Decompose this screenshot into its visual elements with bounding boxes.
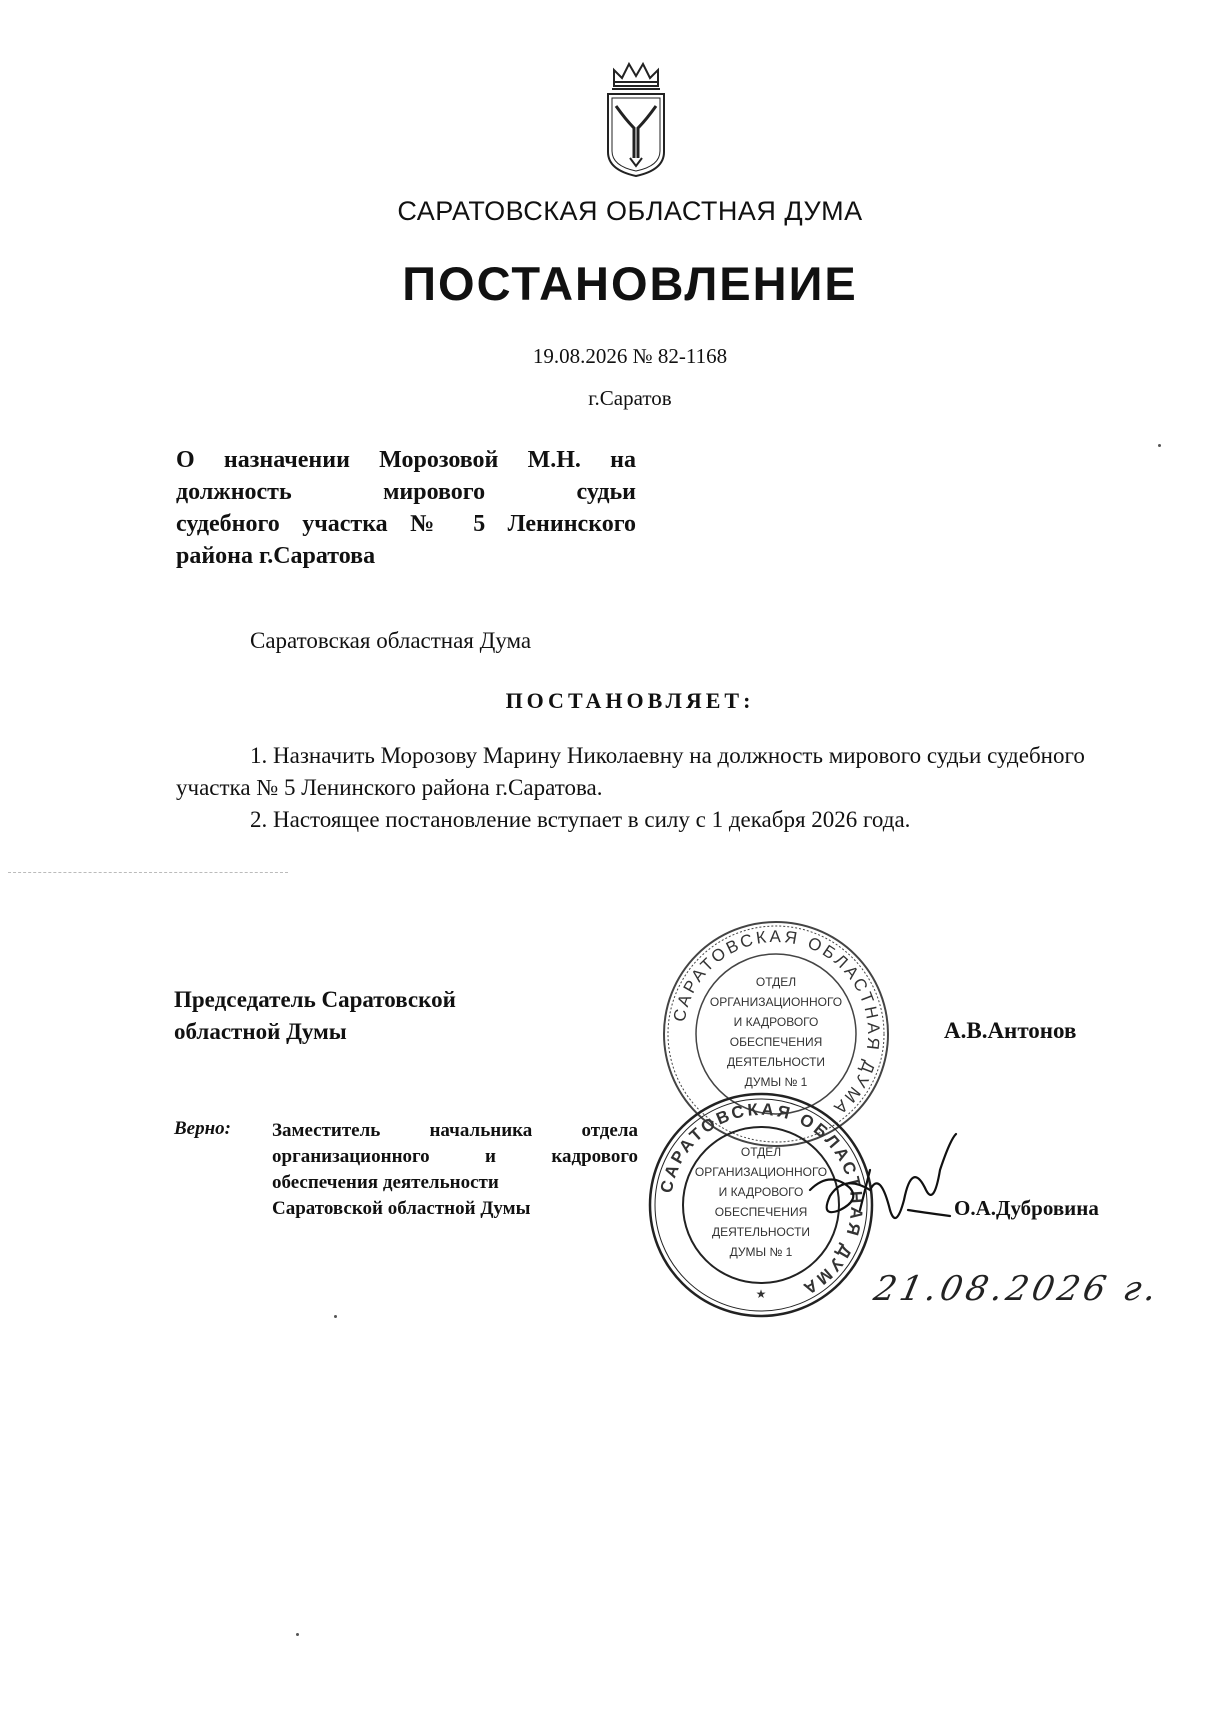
seal-inner-line: ОРГАНИЗАЦИОННОГО (709, 995, 843, 1009)
seal-inner-line: ДЕЯТЕЛЬНОСТИ (711, 1225, 811, 1239)
resolution-item: 1. Назначить Морозову Марину Николаевну на должность мирового судьи судебного участка № 5 Ленинского района г.Саратова. (176, 743, 1085, 800)
scan-speck (334, 1315, 337, 1318)
seal-inner-line: ДУМЫ № 1 (729, 1245, 793, 1259)
subject-line: района г.Саратова (176, 543, 376, 569)
saratov-coat-of-arms-icon (600, 58, 672, 178)
resolution-item: 2. Настоящее постановление вступает в силу с 1 декабря 2026 года. (250, 807, 911, 832)
subject-line: должность мирового судьи (176, 479, 636, 505)
issuing-body: Саратовская областная Дума (250, 628, 532, 653)
chair-title (174, 984, 456, 1048)
svg-text:21.08.2026 г.: 21.08.2026 г. (870, 1269, 1165, 1309)
document-date-number: 19.08.2026 № 82-1168 (532, 344, 728, 368)
seal-inner-line: ОБЕСПЕЧЕНИЯ (729, 1035, 823, 1049)
seal-inner-line: ОТДЕЛ (755, 975, 797, 989)
certified-label: Верно: (174, 1118, 231, 1139)
document-subject (176, 444, 636, 572)
deputy-title (272, 1118, 638, 1222)
document-type-title: ПОСТАНОВЛЕНИЕ (402, 257, 858, 310)
seal-ring-text: САРАТОВСКАЯ ОБЛАСТНАЯ ДУМА (669, 926, 884, 1120)
seal-inner-line: ОТДЕЛ (740, 1145, 782, 1159)
chair-name: А.В.Антонов (944, 1018, 1077, 1043)
seal-inner-line: ОРГАНИЗАЦИОННОГО (694, 1165, 828, 1179)
seal-inner-line: ДЕЯТЕЛЬНОСТИ (726, 1055, 826, 1069)
chair-title-line: Председатель Саратовской (174, 987, 456, 1012)
scan-artifact-line (8, 872, 288, 875)
document-place: г.Саратов (588, 386, 672, 410)
deputy-name: О.А.Дубровина (954, 1196, 1099, 1220)
deputy-title-line: обеспечения деятельности (272, 1172, 499, 1193)
seal-inner-line: ОБЕСПЕЧЕНИЯ (714, 1205, 808, 1219)
subject-line: судебного участка № 5 Ленинского (176, 511, 636, 537)
seal-inner-line: ДУМЫ № 1 (744, 1075, 808, 1089)
seal-ring-text: САРАТОВСКАЯ ОБЛАСТНАЯ ДУМА (656, 1099, 867, 1300)
resolves-heading: ПОСТАНОВЛЯЕТ: (505, 688, 755, 713)
subject-line: О назначении Морозовой М.Н. на (176, 447, 636, 473)
resolution-items (176, 740, 1096, 836)
deputy-title-line: Саратовской областной Думы (272, 1198, 531, 1219)
deputy-title-line: организационного и кадрового (272, 1146, 638, 1167)
chair-title-line: областной Думы (174, 1019, 347, 1044)
seal-star-icon: ★ (755, 1287, 767, 1301)
scan-speck (296, 1633, 299, 1636)
scan-speck (1158, 444, 1161, 447)
organization-name: САРАТОВСКАЯ ОБЛАСТНАЯ ДУМА (397, 196, 863, 226)
seal-inner-line: И КАДРОВОГО (733, 1015, 819, 1029)
deputy-title-line: Заместитель начальника отдела (272, 1120, 638, 1141)
seal-inner-line: И КАДРОВОГО (718, 1185, 804, 1199)
handwritten-signature-icon (800, 1130, 970, 1250)
handwritten-date (870, 1254, 1165, 1324)
